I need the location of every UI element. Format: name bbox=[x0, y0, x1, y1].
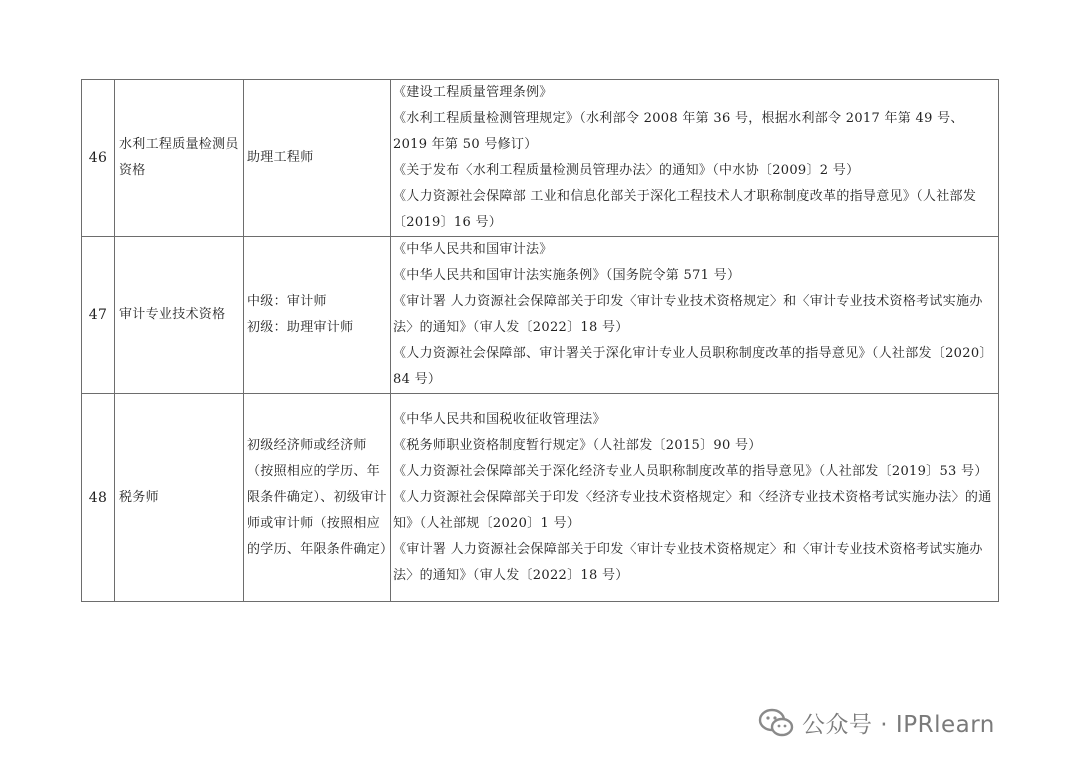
policy-line: 《人力资源社会保障部 工业和信息化部关于深化工程技术人才职称制度改革的指导意见》（人社部发〔2019〕16 号） bbox=[393, 189, 977, 230]
row-number: 46 bbox=[82, 80, 115, 237]
policy-line: 《水利工程质量检测管理规定》（水利部令 2008 年第 36 号，根据水利部令 2017 年第 49 号、2019 年第 50 号修订） bbox=[393, 111, 964, 152]
title-level-line: 初级经济师或经济师（按照相应的学历、年限条件确定）、初级审计师或审计师（按照相应的学历、年限条件确定） bbox=[247, 437, 394, 557]
policy-line: 《中华人民共和国审计法》 bbox=[393, 242, 553, 257]
policy-line: 《人力资源社会保障部关于印发〈经济专业技术资格规定〉和〈经济专业技术资格考试实施办法〉的通知》（人社部规〔2020〕1 号） bbox=[393, 489, 992, 531]
title-level-line: 助理工程师 bbox=[247, 150, 314, 165]
title-level bbox=[244, 80, 391, 237]
watermark-text: 公众号 · IPRlearn bbox=[802, 712, 995, 738]
watermark bbox=[758, 706, 995, 739]
policy-line: 《中华人民共和国审计法实施条例》（国务院令第 571 号） bbox=[393, 268, 741, 283]
policy-line: 《税务师职业资格制度暂行规定》（人社部发〔2015〕90 号） bbox=[393, 437, 762, 453]
policy-line: 《建设工程质量管理条例》 bbox=[393, 85, 553, 100]
title-level bbox=[244, 394, 394, 602]
row-number: 48 bbox=[82, 394, 115, 602]
title-level-line: 初级：助理审计师 bbox=[247, 320, 354, 335]
policy-basis bbox=[391, 80, 999, 237]
policy-line: 《中华人民共和国税收征收管理法》 bbox=[393, 411, 606, 427]
policy-basis bbox=[391, 394, 999, 602]
policy-basis bbox=[391, 237, 999, 394]
policy-line: 《关于发布〈水利工程质量检测员管理办法〉的通知》（中水协〔2009〕2 号） bbox=[393, 163, 860, 178]
policy-line: 《人力资源社会保障部、审计署关于深化审计专业人员职称制度改革的指导意见》（人社部发〔2020〕84 号） bbox=[393, 346, 993, 387]
table-row bbox=[82, 80, 999, 237]
qualification-name: 税务师 bbox=[115, 394, 244, 602]
row-number: 47 bbox=[82, 237, 115, 394]
policy-line: 《审计署 人力资源社会保障部关于印发〈审计专业技术资格规定〉和〈审计专业技术资格考试实施办法〉的通知》（审人发〔2022〕18 号） bbox=[393, 541, 983, 583]
title-level-line: 中级：审计师 bbox=[247, 294, 327, 309]
table-row bbox=[82, 394, 999, 602]
wechat-icon bbox=[758, 708, 794, 738]
qualification-table bbox=[81, 79, 999, 602]
table-row bbox=[82, 237, 999, 394]
policy-line: 《审计署 人力资源社会保障部关于印发〈审计专业技术资格规定〉和〈审计专业技术资格考试实施办法〉的通知》（审人发〔2022〕18 号） bbox=[393, 294, 983, 335]
policy-line: 《人力资源社会保障部关于深化经济专业人员职称制度改革的指导意见》（人社部发〔2019〕53 号） bbox=[393, 463, 988, 479]
qualification-name: 审计专业技术资格 bbox=[115, 237, 244, 394]
title-level bbox=[244, 237, 391, 394]
qualification-name: 水利工程质量检测员资格 bbox=[115, 80, 244, 237]
